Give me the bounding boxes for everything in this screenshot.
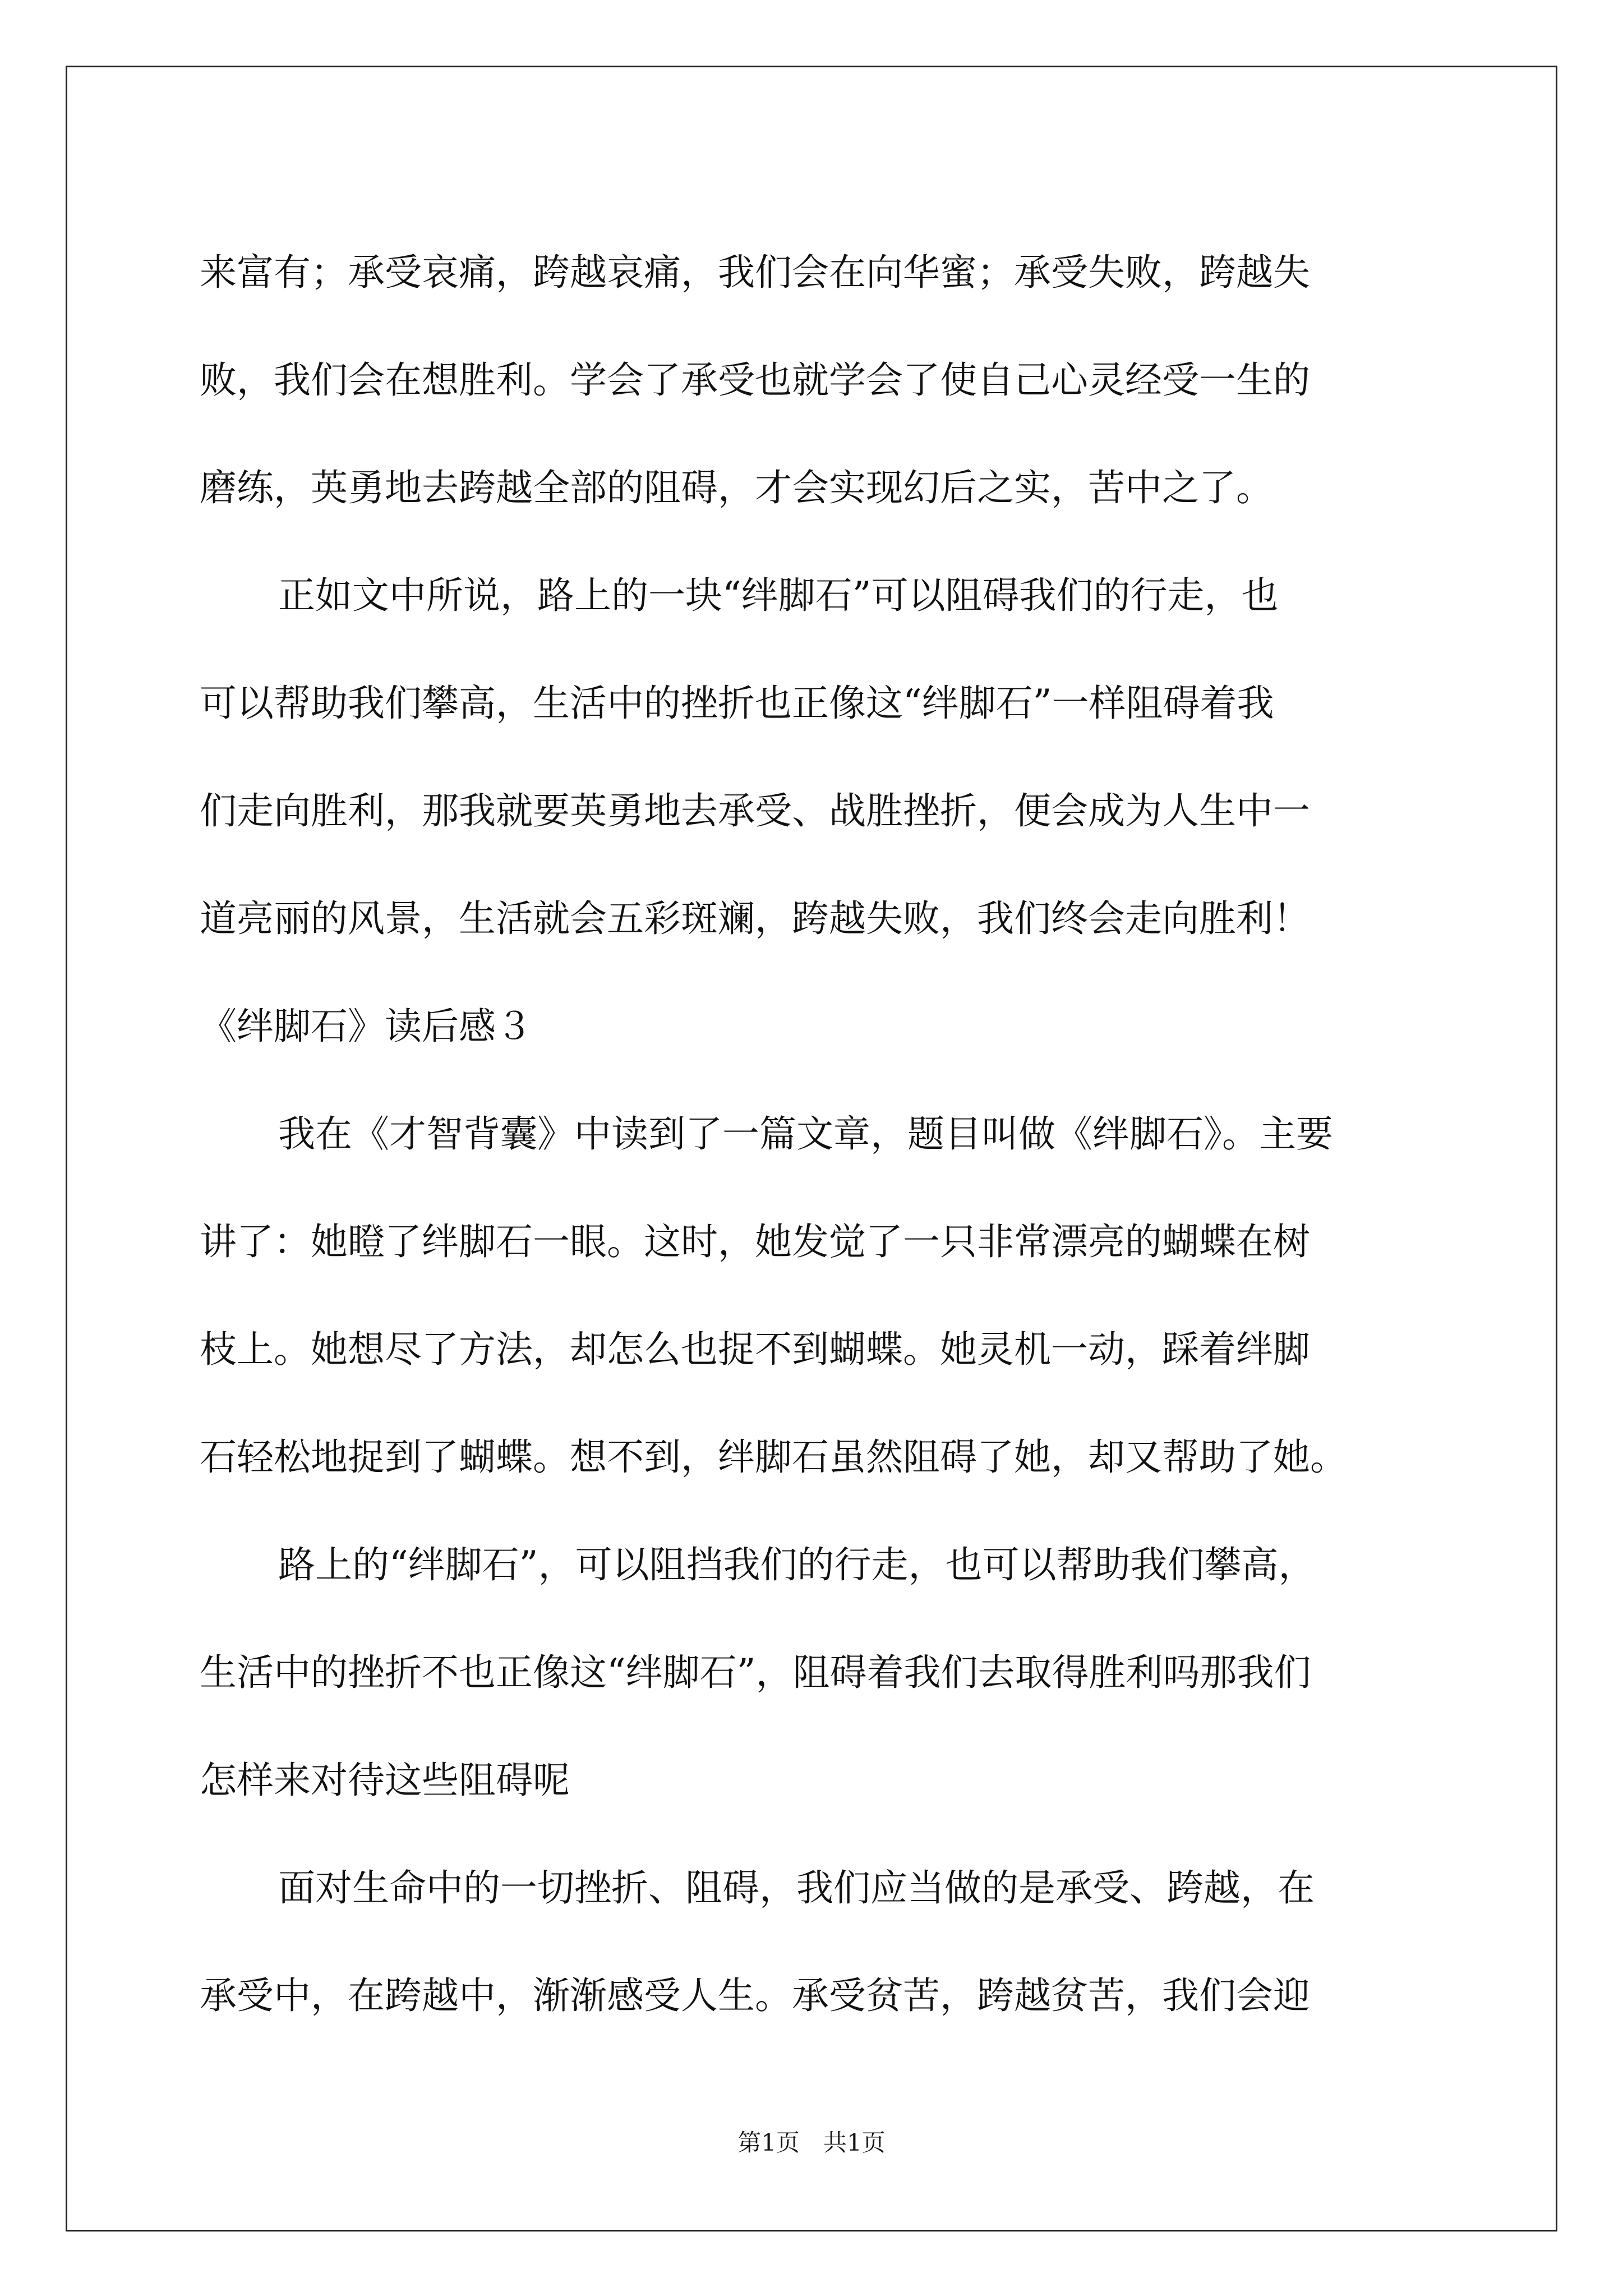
text-line: 可以帮助我们攀高，生活中的挫折也正像这“绊脚石”一样阻碍着我: [200, 682, 1274, 725]
section-heading: 《绊脚石》读后感３: [200, 1005, 533, 1048]
text-line: 承受中，在跨越中，渐渐感受人生。承受贫苦，跨越贫苦，我们会迎: [200, 1974, 1310, 2017]
document-body: [200, 219, 1428, 2050]
text-line: 来富有；承受哀痛，跨越哀痛，我们会在向华蜜；承受失败，跨越失: [200, 251, 1310, 294]
paragraph-start-line: 面对生命中的一切挫折、阻碍，我们应当做的是承受、跨越，在: [278, 1866, 1315, 1910]
text-line: 讲了：她瞪了绊脚石一眼。这时，她发觉了一只非常漂亮的蝴蝶在树: [200, 1220, 1310, 1263]
text-line: 生活中的挫折不也正像这“绊脚石”，阻碍着我们去取得胜利吗那我们: [200, 1651, 1311, 1694]
page-number-footer: 第1页 共1页: [737, 2129, 886, 2156]
text-line: 们走向胜利，那我就要英勇地去承受、战胜挫折，便会成为人生中一: [200, 789, 1310, 832]
paragraph-start-line: 路上的“绊脚石”，可以阻挡我们的行走，也可以帮助我们攀高，: [278, 1543, 1316, 1586]
paragraph-start-line: 正如文中所说，路上的一块“绊脚石”可以阻碍我们的行走，也: [278, 574, 1279, 617]
text-line: 磨练，英勇地去跨越全部的阻碍，才会实现幻后之实，苦中之了。: [200, 466, 1273, 509]
text-line: 怎样来对待这些阻碍呢: [200, 1759, 570, 1802]
text-line: 枝上。她想尽了方法，却怎么也捉不到蝴蝶。她灵机一动，踩着绊脚: [200, 1328, 1310, 1371]
text-line: 石轻松地捉到了蝴蝶。想不到，绊脚石虽然阻碍了她，却又帮助了她。: [200, 1435, 1347, 1479]
text-line: 败，我们会在想胜利。学会了承受也就学会了使自己心灵经受一生的: [200, 358, 1310, 402]
text-line: 道亮丽的风景，生活就会五彩斑斓，跨越失败，我们终会走向胜利！: [200, 897, 1310, 940]
paragraph-start-line: 我在《才智背囊》中读到了一篇文章，题目叫做《绊脚石》。主要: [278, 1112, 1333, 1156]
